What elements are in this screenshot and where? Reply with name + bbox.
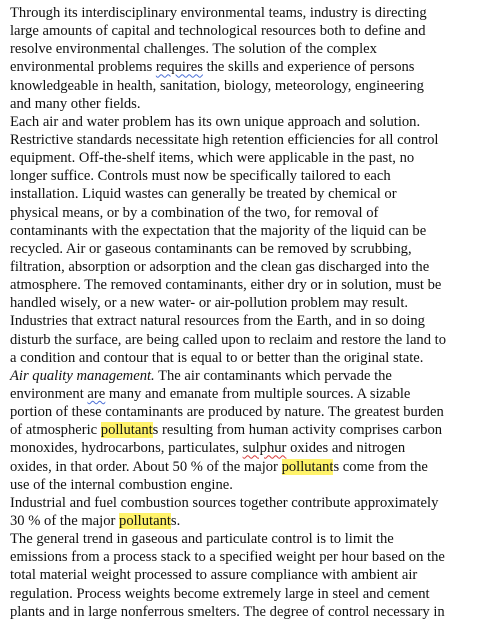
text-line: filtration, absorption or adsorption and the clean gas discharged into the xyxy=(10,258,430,275)
text-line: portion of these contaminants are produced by nature. The greatest burden xyxy=(10,404,444,421)
text-line: knowledgeable in health, sanitation, biology, meteorology, engineering xyxy=(10,77,424,94)
highlighted-word: pollutant xyxy=(119,512,171,529)
text-line: and many other fields. xyxy=(10,95,141,112)
text-line: Each air and water problem has its own unique approach and solution. xyxy=(10,113,421,130)
text-line: oxides, in that order. About 50 % of the major pollutants come from the xyxy=(10,458,428,475)
text-line: emissions from a process stack to a specified weight per hour based on the xyxy=(10,549,445,566)
text-line: resolve environmental challenges. The solution of the complex xyxy=(10,41,377,58)
text-line: Industrial and fuel combustion sources together contribute approximately xyxy=(10,494,439,511)
text-line: contaminants with the expectation that the majority of the liquid can be xyxy=(10,222,427,239)
text-line: large amounts of capital and technological resources both to define and xyxy=(10,23,426,40)
text-line: longer suffice. Controls must now be specifically tailored to each xyxy=(10,168,391,185)
text-line: a condition and contour that is equal to or better than the original state. xyxy=(10,349,424,366)
text-line: disturb the surface, are being called upon to reclaim and restore the land to xyxy=(10,331,447,348)
highlighted-word: pollutant xyxy=(281,458,334,475)
text-line: recycled. Air or gaseous contaminants can be removed by scrubbing, xyxy=(10,240,412,257)
text-line: use of the internal combustion engine. xyxy=(10,476,233,493)
highlighted-word: pollutant xyxy=(100,422,153,439)
section-heading: Air quality management. xyxy=(10,367,155,384)
text-line: The general trend in gaseous and particulate control is to limit the xyxy=(10,531,394,548)
text-line: of atmospheric pollutants resulting from human activity comprises carbon xyxy=(10,422,443,439)
spellcheck-underline-word[interactable]: sulphur xyxy=(242,440,287,457)
text-line: environmental problems requires the skills and experience of persons xyxy=(10,59,415,76)
spellcheck-underline-word[interactable]: are xyxy=(87,385,106,402)
text-line: atmosphere. The removed contaminants, either dry or in solution, must be xyxy=(10,277,442,294)
text-line: installation. Liquid wastes can generally be treated by chemical or xyxy=(10,186,397,203)
text-line: equipment. Off-the-shelf items, which were applicable in the past, no xyxy=(10,150,415,167)
text-line: physical means, or by a combination of the two, for removal of xyxy=(10,204,379,221)
text-line: handled wisely, or a new water- or air-pollution problem may result. xyxy=(10,295,409,312)
text-line: 30 % of the major pollutants. xyxy=(10,512,181,529)
document-body xyxy=(10,4,496,621)
text-line: Restrictive standards necessitate high retention efficiencies for all control xyxy=(10,131,439,148)
text-line: environment are many and emanate from multiple sources. A sizable xyxy=(10,385,411,402)
text-line: plants and in large nonferrous smelters. The degree of control necessary in xyxy=(10,603,445,620)
text-line: total material weight processed to assure compliance with ambient air xyxy=(10,567,418,584)
text-line: Air quality management. The air contaminants which pervade the xyxy=(10,367,392,384)
text-line: Industries that extract natural resources from the Earth, and in so doing xyxy=(10,313,425,330)
spellcheck-underline-word[interactable]: requires xyxy=(155,59,203,76)
text-line: monoxides, hydrocarbons, particulates, sulphur oxides and nitrogen xyxy=(10,440,406,457)
text-line: regulation. Process weights become extremely large in steel and cement xyxy=(10,585,430,602)
text-line: Through its interdisciplinary environmental teams, industry is directing xyxy=(10,5,427,21)
